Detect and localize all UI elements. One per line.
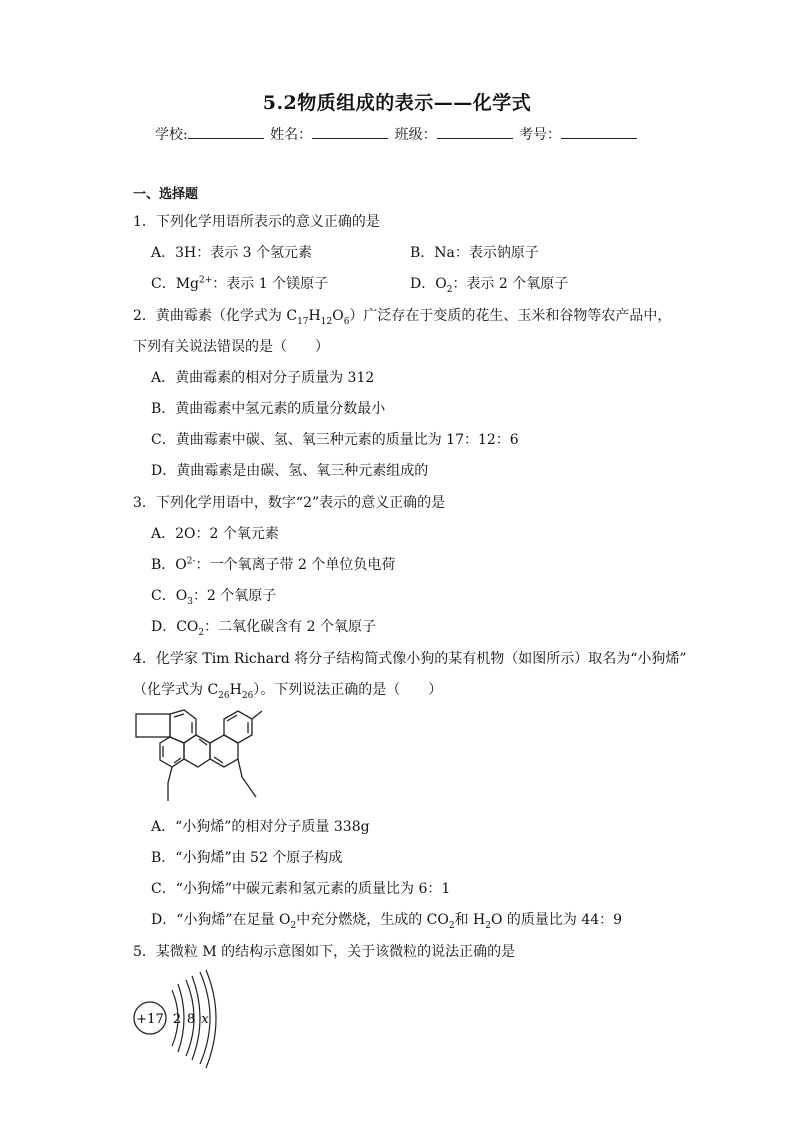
q4-stem: 4．化学家 Tim Richard 将分子结构简式像小狗的某有机物（如图所示）取名为“小狗烯” xyxy=(133,651,687,667)
class-field[interactable] xyxy=(437,124,513,139)
name-label: 姓名： xyxy=(270,127,313,143)
q3-option-d: D．$CO_2$：二氧化碳含有 2 个氧原子 xyxy=(151,619,376,638)
q1-option-c: C．$Mg^{2+}$：表示 1 个镁原子 xyxy=(151,275,329,292)
school-field[interactable] xyxy=(188,124,264,139)
school-label: 学校: xyxy=(154,127,188,143)
atomic-structure-diagram xyxy=(128,968,224,1072)
shell-2-electrons: 8 xyxy=(186,1012,196,1027)
q3-option-c: C．$O_3$：2 个氧原子 xyxy=(151,588,277,607)
q4-option-d: D．“小狗烯”在足量 $O_2$中充分燃烧，生成的 $CO_2$和 $H_2O$ 的质量比为 44：9 xyxy=(151,912,623,931)
methyl-group xyxy=(252,711,262,719)
q1-stem: 1．下列化学用语所表示的意义正确的是 xyxy=(133,214,380,230)
q2-option-a: A．黄曲霉素的相对分子质量为 312 xyxy=(151,370,375,386)
q2-stem-line2: 下列有关说法错误的是（ ） xyxy=(133,339,329,355)
q3-stem: 3．下列化学用语中，数字“2”表示的意义正确的是 xyxy=(133,495,446,511)
student-info-line xyxy=(0,124,794,144)
ethyl-group-left xyxy=(168,767,172,801)
class-label: 班级： xyxy=(394,127,437,143)
shell-3-electrons: x xyxy=(201,1012,209,1027)
q3-option-b: B．$O^{2-}$：一个氧离子带 2 个单位负电荷 xyxy=(151,556,396,573)
q2-option-b: B．黄曲霉素中氢元素的质量分数最小 xyxy=(151,401,386,417)
q1-option-d: D．$O_2$：表示 2 个氧原子 xyxy=(410,276,569,295)
q2-stem: 2．黄曲霉素（化学式为 $C_{17}H_{12}O_6$）广泛存在于变质的花生、玉米和谷物等农产品中， xyxy=(133,308,672,327)
benzene-ring-4 xyxy=(210,735,238,767)
q1-option-b: B．Na：表示钠原子 xyxy=(410,245,539,261)
cyclobutane-ring xyxy=(136,714,170,737)
q4-stem-line2: （化学式为 $C_{26}H_{26}$）。下列说法正确的是（ ） xyxy=(133,682,443,701)
q4-option-a: A．“小狗烯”的相对分子质量 338g xyxy=(151,819,370,835)
q5-stem: 5．某微粒 M 的结构示意图如下，关于该微粒的说法正确的是 xyxy=(133,944,516,960)
exam-number-label: 考号： xyxy=(519,127,562,143)
q4-option-c: C．“小狗烯”中碳元素和氢元素的质量比为 6：1 xyxy=(151,881,451,897)
q4-option-b: B．“小狗烯”由 52 个原子构成 xyxy=(151,850,343,866)
nucleus-charge: +17 xyxy=(136,1012,164,1027)
shell-1-electrons: 2 xyxy=(172,1012,182,1027)
section-heading: 一、选择题 xyxy=(133,187,199,202)
ethyl-group-right xyxy=(238,759,256,797)
q2-option-d: D．黄曲霉素是由碳、氢、氧三种元素组成的 xyxy=(151,463,429,479)
doggycene-structure-diagram xyxy=(130,705,280,811)
page-title: 5.2物质组成的表示——化学式 xyxy=(262,92,532,114)
q2-option-c: C．黄曲霉素中碳、氢、氧三种元素的质量比为 17：12：6 xyxy=(151,432,519,448)
q1-option-a: A．3H：表示 3 个氢元素 xyxy=(151,245,313,261)
exam-number-field[interactable] xyxy=(561,124,637,139)
q3-option-a: A．2O：2 个氧元素 xyxy=(151,526,279,542)
name-field[interactable] xyxy=(312,124,388,139)
benzene-ring-3 xyxy=(184,735,210,767)
